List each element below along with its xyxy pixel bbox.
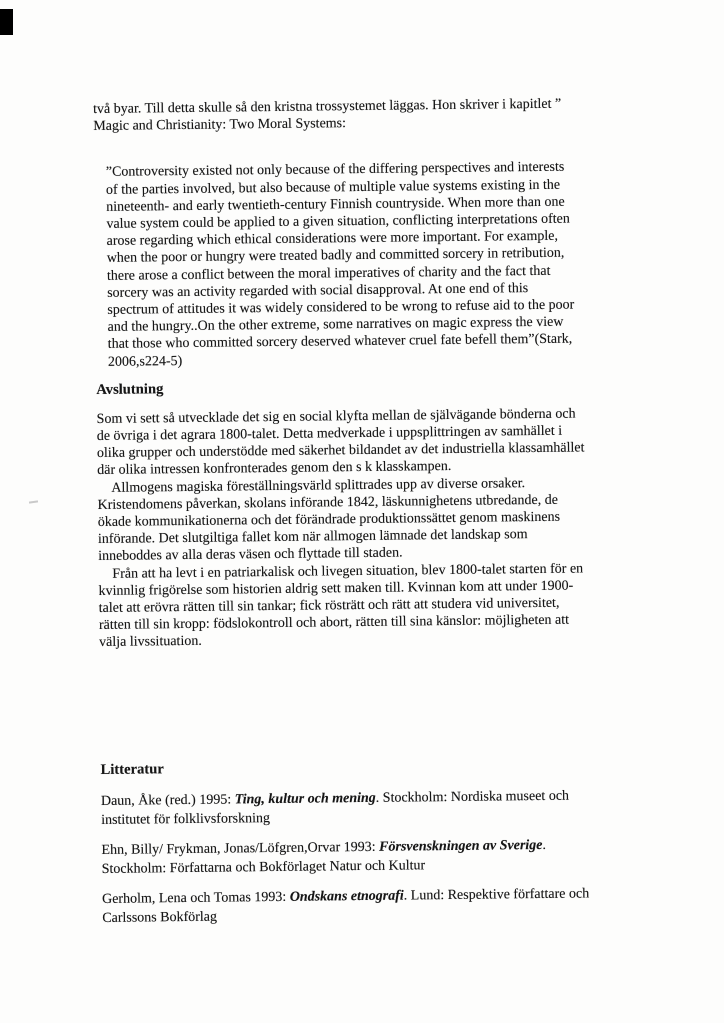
quote-line: that those who committed sorcery deserved whatever cruel fate befell them”(Stark, bbox=[107, 332, 573, 353]
intro-paragraph bbox=[93, 95, 653, 136]
text-line: kvinnlig frigörelse som historien aldrig sett maken till. Kvinnan kom att under 1900- bbox=[98, 578, 574, 599]
reference-publisher: . Stockholm: Nordiska museet och bbox=[375, 788, 570, 806]
reference-authors: Ehn, Billy/ Frykman, Jonas/Löfgren,Orvar 1993: bbox=[101, 839, 380, 858]
book-title: Ting, kultur och mening bbox=[234, 790, 376, 808]
reference-publisher: . Lund: Respektive författare och bbox=[403, 886, 590, 904]
reference-line: institutet för folklivsforskning bbox=[101, 810, 270, 828]
reference-entry bbox=[102, 883, 662, 927]
text-line: Som vi sett så utvecklade det sig en social klyfta mellan de självägande bönderna och bbox=[96, 406, 576, 427]
scan-edge-mark bbox=[0, 9, 13, 35]
text-line: Allmogens magiska föreställningsvärld splittrades upp av diverse orsaker. bbox=[111, 475, 526, 496]
section-heading-litteratur: Litteratur bbox=[100, 760, 164, 778]
avslutning-body bbox=[97, 404, 660, 651]
page-content bbox=[93, 95, 662, 939]
reference-entry bbox=[101, 834, 661, 878]
scan-dust-speck bbox=[29, 500, 38, 503]
text-line: införande. Det slutgiltiga fallet kom när allmogen lämnade det landskap som bbox=[97, 527, 528, 548]
quote-line: and the hungry..On the other extreme, some narratives on magic express the view bbox=[107, 314, 564, 336]
reference-entry bbox=[101, 785, 661, 829]
text-line: Magic and Christianity: Two Moral Systems: bbox=[93, 116, 347, 135]
text-line: Från att ha levt i en patriarkalisk och livegen situation, blev 1800-talet starten för en bbox=[112, 561, 584, 582]
text-line: där olika intressen konfronterades genom den s k klasskampen. bbox=[97, 459, 452, 479]
section-heading-avslutning: Avslutning bbox=[96, 381, 164, 398]
text-line: de övriga i det agrara 1800-talet. Detta medverkade i uppsplittringen av samhället i bbox=[96, 423, 563, 445]
quote-line: when the poor or hungry were treated badly and committed sorcery in retribution, bbox=[106, 246, 565, 267]
reference-line: Carlssons Bokförlag bbox=[102, 909, 218, 926]
text-line: talet att erövra rätten till sin tankar; fick rösträtt och rätt att studera vid universitet, bbox=[98, 595, 560, 617]
quote-line: sorcery was an activity regarded with social disapproval. At one end of this bbox=[107, 280, 529, 301]
text-line: ökade kommunikationerna och det förändrade produktionssättet genom maskinens bbox=[97, 509, 561, 531]
quote-line: there arose a conflict between the moral imperatives of charity and the fact that bbox=[106, 263, 551, 284]
quote-citation-line: 2006,s224-5) bbox=[107, 353, 183, 370]
book-title: Ondskans etnografi bbox=[289, 888, 404, 905]
quote-line: ”Controversity existed not only because of the differing perspectives and interests bbox=[105, 160, 565, 181]
text-line: två byar. Till detta skulle så den kristna trossystemet läggas. Hon skriver i kapitlet ” bbox=[93, 96, 562, 117]
text-line: rätten till sin kropp: födslokontroll och abort, rätten till sina känslor: möjligheten att bbox=[98, 612, 570, 634]
quote-line: nineteenth- and early twentieth-century Finnish countryside. When more than one bbox=[106, 194, 565, 215]
reference-publisher: . bbox=[542, 837, 547, 853]
quote-line: spectrum of attitudes it was widely considered to be wrong to refuse aid to the poor bbox=[107, 297, 575, 318]
book-title: Försvenskningen av Sverige bbox=[379, 837, 543, 855]
text-line: olika grupper och understödde med säkerhet bildandet av det industriella klassamhället bbox=[96, 440, 585, 462]
quote-line: value system could be applied to a given situation, conflicting interpretations often bbox=[106, 211, 570, 232]
text-line: Kristendomens påverkan, skolans införande 1842, läskunnighetens utbredande, de bbox=[97, 492, 558, 513]
reference-authors: Daun, Åke (red.) 1995: bbox=[100, 792, 235, 809]
quote-line: arose regarding which ethical considerations were more important. For example, bbox=[106, 228, 558, 250]
text-line: välja livssituation. bbox=[99, 634, 202, 651]
reference-line: Stockholm: Författarna och Bokförlaget Natur och Kultur bbox=[101, 857, 426, 877]
block-quote bbox=[106, 158, 656, 371]
text-line: inneboddes av alla deras väsen och flyttade till staden. bbox=[98, 545, 403, 565]
quote-line: of the parties involved, but also because of multiple value systems existing in the bbox=[105, 177, 561, 198]
reference-authors: Gerholm, Lena och Tomas 1993: bbox=[101, 889, 290, 907]
